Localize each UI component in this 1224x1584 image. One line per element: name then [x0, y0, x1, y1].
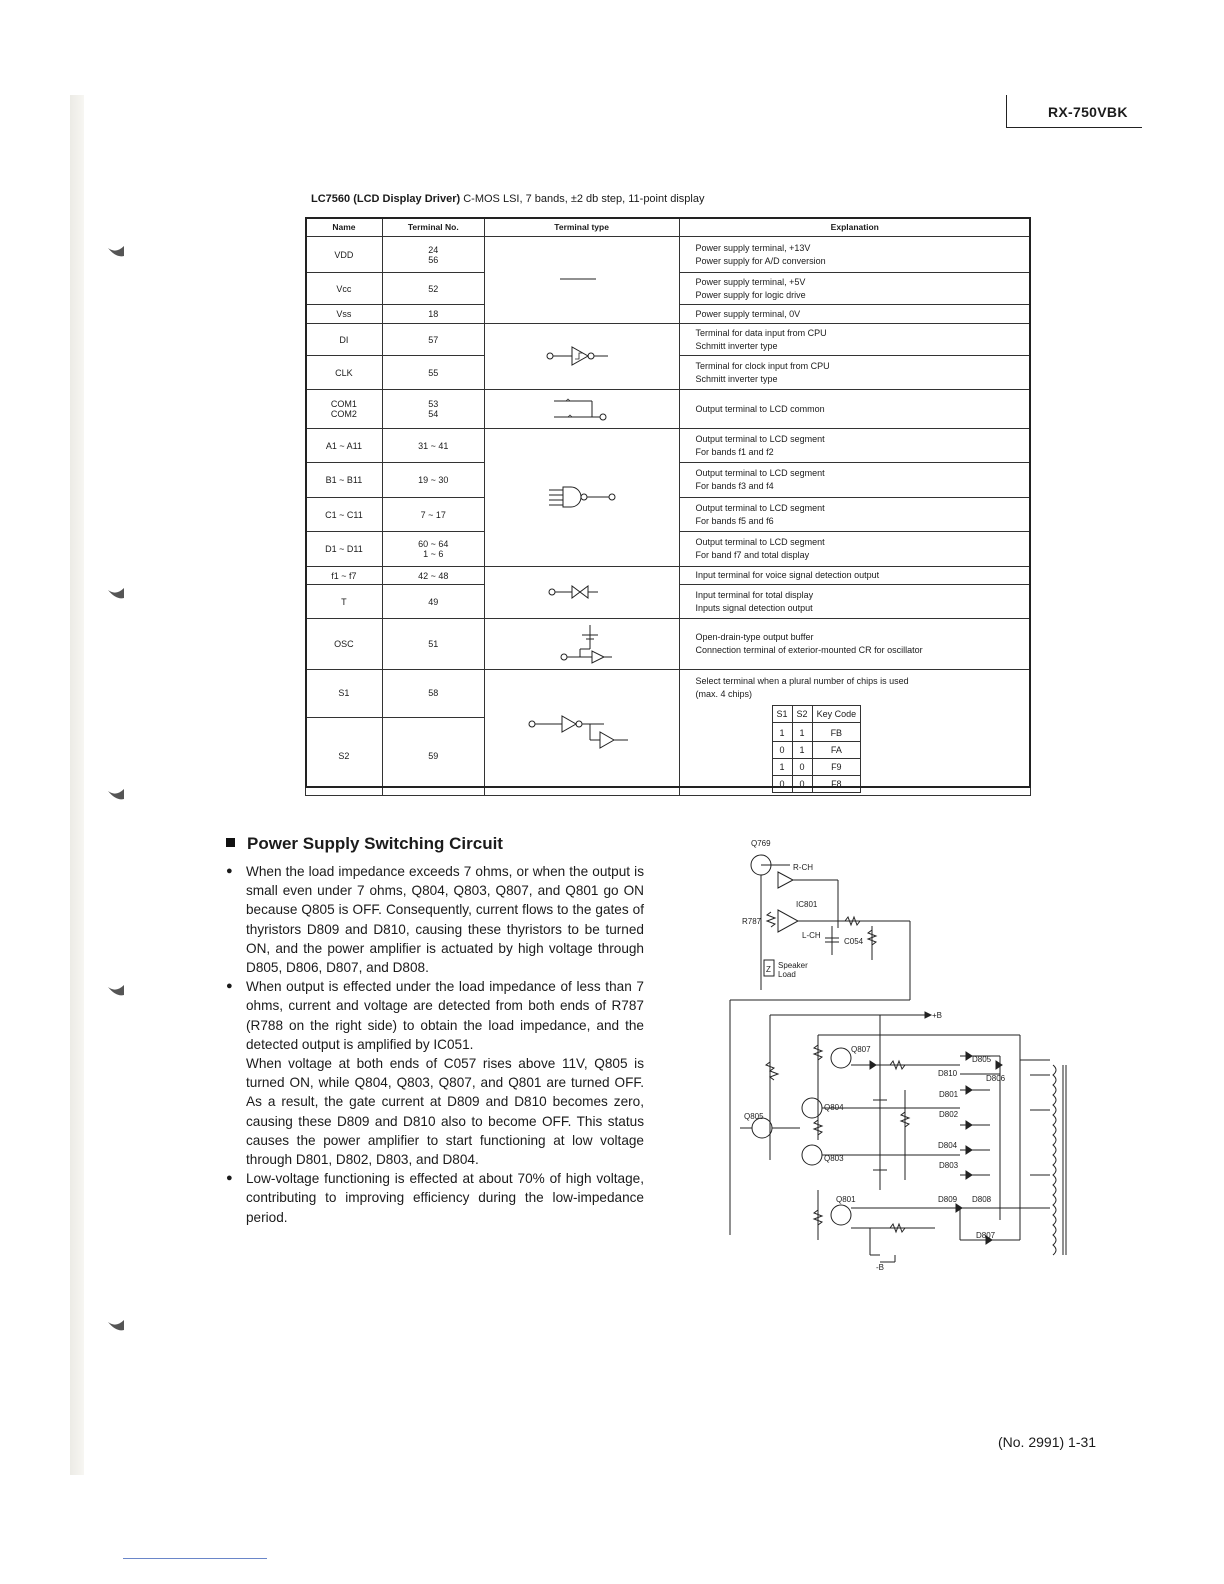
key-code-table [772, 705, 862, 793]
header-rule [1006, 95, 1007, 127]
section-heading [226, 834, 503, 854]
paragraph: When voltage at both ends of C057 rises above 11V, Q805 is turned ON, while Q804, Q803, Q807, and Q801 are turned OFF. As a result, the gate current at D809 and D810 becomes zero, causing these D809 and D810 also to become OFF. This status causes the power amplifier to start functioning at low voltage through D801, D802, D803, and D804. [246, 1056, 644, 1168]
label-d803: D803 [939, 1161, 959, 1170]
row-name: A1 ~ A11 [306, 429, 383, 463]
binder-hole-mark [108, 983, 126, 997]
section-body [226, 862, 644, 1227]
row-terminal: 31 ~ 41 [382, 429, 484, 463]
row-terminal: 60 ~ 64 1 ~ 6 [382, 532, 484, 567]
key-cell: F8 [812, 776, 861, 793]
select-input-symbol [512, 702, 652, 762]
key-cell: F9 [812, 759, 861, 776]
terminal-type-segment [484, 429, 679, 567]
row-explanation: Output terminal to LCD common [679, 390, 1030, 429]
key-cell: 0 [772, 776, 792, 793]
row-terminal: 24 56 [382, 237, 484, 273]
row-terminal: 59 [382, 717, 484, 795]
label-q803: Q803 [824, 1154, 844, 1163]
bottom-rule [123, 1558, 267, 1559]
col-header-name: Name [306, 218, 383, 237]
page-left-edge [70, 95, 84, 1475]
row-explanation: Input terminal for voice signal detection output [679, 567, 1030, 585]
label-q804: Q804 [824, 1103, 844, 1112]
row-explanation: Input terminal for total display Inputs signal detection output [679, 585, 1030, 619]
terminal-type-open-drain [484, 619, 679, 670]
key-header-s2: S2 [792, 706, 812, 723]
row-terminal: 42 ~ 48 [382, 567, 484, 585]
label-d809: D809 [938, 1195, 958, 1204]
row-explanation: Power supply terminal, +5V Power supply for logic drive [679, 273, 1030, 305]
label-d807: D807 [976, 1231, 996, 1240]
terminal-type-common [484, 390, 679, 429]
input-gate-symbol [532, 580, 632, 604]
page-number: (No. 2991) 1-31 [998, 1434, 1097, 1450]
label-d804: D804 [938, 1141, 958, 1150]
binder-hole-mark [108, 586, 126, 600]
bullet-square-icon [226, 838, 235, 847]
row-name: D1 ~ D11 [306, 532, 383, 567]
row-name: OSC [306, 619, 383, 670]
row-terminal: 57 [382, 324, 484, 356]
table-caption [311, 193, 704, 205]
row-terminal: 55 [382, 356, 484, 390]
label-d806: D806 [986, 1074, 1006, 1083]
row-name: VDD [306, 237, 383, 273]
row-explanation: Output terminal to LCD segment For band f7 and total display [679, 532, 1030, 567]
label-load: Load [778, 970, 796, 979]
label-q801: Q801 [836, 1195, 856, 1204]
terminal-type-schmitt [484, 324, 679, 390]
key-cell: FB [812, 723, 861, 742]
terminal-type-input [484, 567, 679, 619]
binder-hole-mark [108, 787, 126, 801]
lc7560-terminal-table [305, 217, 1031, 796]
label-speaker: Speaker [778, 961, 808, 970]
label-q769: Q769 [751, 839, 771, 848]
label-minus-b: -B [876, 1263, 884, 1270]
label-q807: Q807 [851, 1045, 871, 1054]
paragraph: ● Low-voltage functioning is effected at about 70% of high voltage, contributing to improving efficiency during the low-impedance period. [226, 1169, 644, 1227]
label-d802: D802 [939, 1110, 959, 1119]
label-d810: D810 [938, 1069, 958, 1078]
row-name: S2 [306, 717, 383, 795]
row-terminal: 19 ~ 30 [382, 463, 484, 498]
row-explanation: Output terminal to LCD segment For bands f5 and f6 [679, 498, 1030, 532]
label-ic801: IC801 [796, 900, 818, 909]
row-name: S1 [306, 670, 383, 718]
label-d801: D801 [939, 1090, 959, 1099]
header-rule-bottom [1006, 127, 1142, 128]
key-header-s1: S1 [772, 706, 792, 723]
plain-line-symbol [552, 274, 612, 284]
key-cell: FA [812, 742, 861, 759]
key-cell: 1 [772, 759, 792, 776]
terminal-type-select [484, 670, 679, 796]
row-name: DI [306, 324, 383, 356]
col-header-terminal: Terminal No. [382, 218, 484, 237]
row-explanation: Select terminal when a plural number of chips is used (max. 4 chips) [695, 676, 909, 699]
row-name: COM1 COM2 [306, 390, 383, 429]
table-caption-bold: LC7560 (LCD Display Driver) [311, 193, 461, 205]
row-explanation: Terminal for clock input from CPU Schmitt inverter type [679, 356, 1030, 390]
row-explanation: Power supply terminal, 0V [679, 305, 1030, 324]
key-cell: 1 [772, 723, 792, 742]
label-lch: L-CH [802, 931, 821, 940]
row-terminal: 53 54 [382, 390, 484, 429]
terminal-type-power [484, 237, 679, 324]
row-name: T [306, 585, 383, 619]
section-title: Power Supply Switching Circuit [247, 834, 503, 853]
key-cell: 0 [792, 759, 812, 776]
row-name: CLK [306, 356, 383, 390]
label-d805: D805 [972, 1055, 992, 1064]
select-terminal-explanation [679, 670, 1030, 796]
row-explanation: Terminal for data input from CPU Schmitt inverter type [679, 324, 1030, 356]
key-cell: 0 [792, 776, 812, 793]
label-r787: R787 [742, 917, 762, 926]
row-terminal: 7 ~ 17 [382, 498, 484, 532]
table-caption-rest: C-MOS LSI, 7 bands, ±2 db step, 11-point display [460, 193, 705, 205]
label-c054: C054 [844, 937, 864, 946]
binder-hole-mark [108, 1318, 126, 1332]
row-terminal: 52 [382, 273, 484, 305]
open-drain-symbol [532, 621, 632, 665]
label-q805: Q805 [744, 1112, 764, 1121]
row-explanation: Output terminal to LCD segment For bands f3 and f4 [679, 463, 1030, 498]
label-plus-b: +B [932, 1011, 943, 1020]
row-name: f1 ~ f7 [306, 567, 383, 585]
label-d808: D808 [972, 1195, 992, 1204]
row-explanation: Output terminal to LCD segment For bands f1 and f2 [679, 429, 1030, 463]
model-number: RX-750VBK [1048, 104, 1128, 120]
row-name: C1 ~ C11 [306, 498, 383, 532]
row-terminal: 49 [382, 585, 484, 619]
row-name: B1 ~ B11 [306, 463, 383, 498]
paragraph: ● When the load impedance exceeds 7 ohms, or when the output is small even under 7 ohms, Q804, Q803, Q807, and Q801 go ON because Q805 is OFF. Consequently, current flows to the gates of thyristors D809 and D810, causing these thyristors to be turned ON, and the power amplifier is actuated by high voltage through D805, D806, D807, and D808. [226, 862, 644, 977]
schmitt-inverter-symbol [532, 341, 632, 371]
segment-output-symbol [527, 477, 637, 517]
row-explanation: Open-drain-type output buffer Connection terminal of exterior-mounted CR for oscillator [679, 619, 1030, 670]
common-output-symbol [532, 392, 632, 424]
col-header-type: Terminal type [484, 218, 679, 237]
key-cell: 0 [772, 742, 792, 759]
row-terminal: 58 [382, 670, 484, 718]
row-terminal: 18 [382, 305, 484, 324]
row-explanation: Power supply terminal, +13V Power supply for A/D conversion [679, 237, 1030, 273]
key-cell: 1 [792, 742, 812, 759]
label-rch: R-CH [793, 863, 813, 872]
key-cell: 1 [792, 723, 812, 742]
col-header-explanation: Explanation [679, 218, 1030, 237]
row-name: Vcc [306, 273, 383, 305]
paragraph: ● When output is effected under the load impedance of less than 7 ohms, current and voltage are detected from both ends of R787 (R788 on the right side) to obtain the load impedance, and the detected output is amplified by IC051. [226, 977, 644, 1054]
row-terminal: 51 [382, 619, 484, 670]
row-name: Vss [306, 305, 383, 324]
power-switching-schematic [720, 830, 1090, 1270]
key-header-code: Key Code [812, 706, 861, 723]
label-z: Z [766, 965, 771, 974]
binder-hole-mark [108, 244, 126, 258]
